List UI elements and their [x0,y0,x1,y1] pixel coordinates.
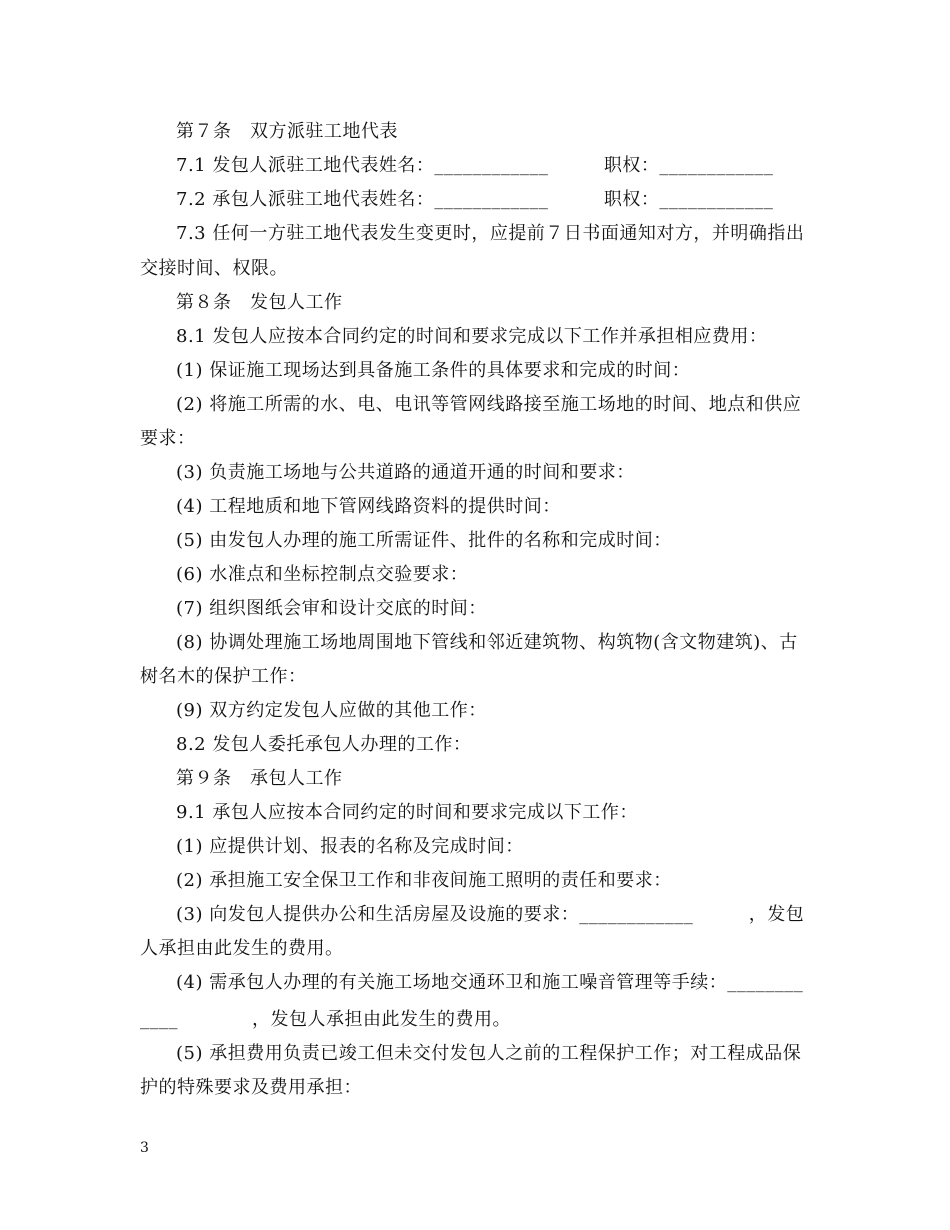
page-number: 3 [140,1140,149,1156]
clause-9-1: 9.1 承包人应按本合同约定的时间和要求完成以下工作： [176,802,638,823]
item-8-1-5: (5) 由发包人办理的施工所需证件、批件的名称和完成时间： [176,530,672,551]
item-8-1-8-continued: 树名木的保护工作： [140,666,307,687]
clause-8-1: 8.1 发包人应按本合同约定的时间和要求完成以下工作并承担相应费用： [176,326,768,347]
clause-7-1: 7.1 发包人派驻工地代表姓名：____________ 职权：____________ [176,155,774,176]
article-9-heading: 第９条 承包人工作 [176,768,343,789]
article-7-heading: 第７条 双方派驻工地代表 [176,121,398,142]
item-9-1-4-continued: ____ ，发包人承担由此发生的费用。 [140,1009,511,1030]
item-8-1-6: (6) 水准点和坐标控制点交验要求： [176,564,469,585]
item-8-1-2: (2) 将施工所需的水、电、电讯等管网线路接至施工场地的时间、地点和供应 [176,394,802,415]
item-9-1-5: (5) 承担费用负责已竣工但未交付发包人之前的工程保护工作；对工程成品保 [176,1043,802,1064]
clause-8-2: 8.2 发包人委托承包人办理的工作： [176,734,472,755]
item-8-1-1: (1) 保证施工现场达到具备施工条件的具体要求和完成的时间： [176,360,691,381]
item-8-1-7: (7) 组织图纸会审和设计交底的时间： [176,598,487,619]
item-9-1-3: (3) 向发包人提供办公和生活房屋及设施的要求：____________ ，发包 [176,904,805,925]
item-9-1-4: (4) 需承包人办理的有关施工场地交通环卫和施工噪音管理等手续：________ [176,972,804,993]
clause-7-3: 7.3 任何一方驻工地代表发生变更时，应提前７日书面通知对方，并明确指出 [176,223,805,244]
item-9-1-1: (1) 应提供计划、报表的名称及完成时间： [176,836,524,857]
item-8-1-9: (9) 双方约定发包人应做的其他工作： [176,700,487,721]
item-9-1-3-continued: 人承担由此发生的费用。 [140,938,344,959]
item-9-1-5-continued: 护的特殊要求及费用承担： [140,1077,362,1098]
clause-7-2: 7.2 承包人派驻工地代表姓名：____________ 职权：____________ [176,189,774,210]
item-9-1-2: (2) 承担施工安全保卫工作和非夜间施工照明的责任和要求： [176,870,672,891]
clause-7-3-continued: 交接时间、权限。 [140,258,288,279]
item-8-1-8: (8) 协调处理施工场地周围地下管线和邻近建筑物、构筑物(含文物建筑)、古 [176,632,798,653]
item-8-1-3: (3) 负责施工场地与公共道路的通道开通的时间和要求： [176,462,635,483]
article-8-heading: 第８条 发包人工作 [176,292,343,313]
item-8-1-4: (4) 工程地质和地下管网线路资料的提供时间： [176,496,561,517]
item-8-1-2-continued: 要求： [140,428,196,449]
